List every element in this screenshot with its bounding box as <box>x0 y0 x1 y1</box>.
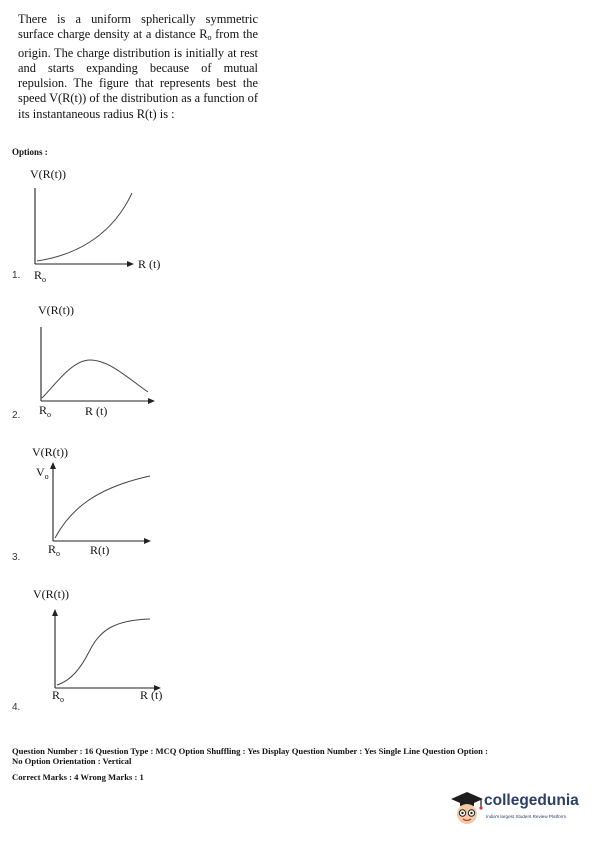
option-3-y-label: V(R(t)) <box>32 445 68 459</box>
logo-wordmark: collegedunia <box>484 792 579 809</box>
graduate-mascot-icon <box>450 790 484 826</box>
option-3-x-label: R(t) <box>90 543 110 557</box>
option-2-x-label: R (t) <box>85 404 108 418</box>
option-2-number[interactable]: 2. <box>12 410 21 421</box>
option-3-r0-label: $R_o$ <box>48 542 61 558</box>
option-2-r0-label: $R_o$ <box>39 403 52 419</box>
option-4-y-label: V(R(t)) <box>33 587 69 601</box>
option-1-r0-label: $R_o$ <box>34 268 47 284</box>
collegedunia-logo[interactable] <box>450 790 590 830</box>
meta-line-3: Correct Marks : 4 Wrong Marks : 1 <box>12 772 144 782</box>
option-4-curve <box>57 619 150 685</box>
option-4-number[interactable]: 4. <box>12 702 21 713</box>
option-4-x-label: R (t) <box>140 688 163 702</box>
option-1-x-label: R (t) <box>138 257 161 271</box>
option-3-number[interactable]: 3. <box>12 552 21 563</box>
option-3-v0-label: $V_o$ <box>36 465 49 481</box>
meta-line-2: No Option Orientation : Vertical <box>12 756 132 766</box>
question-text: There is a uniform spherically symmetric surface charge density at a distance $R_o$ from the origin. The charge distribution is initially at rest and starts expanding because of mutual repulsion. The figure that represents best the speed V(R(t)) of the distribution as a function of its instantaneous radius R(t) is : <box>18 12 259 121</box>
options-label: Options : <box>12 147 48 157</box>
option-4-r0-label: $R_o$ <box>52 688 65 704</box>
logo-tagline: India's largest Student Review Platform <box>486 814 567 819</box>
option-2-y-label: V(R(t)) <box>38 303 74 317</box>
meta-line-1: Question Number : 16 Question Type : MCQ Option Shuffling : Yes Display Question Number : Yes Single Line Question Option : <box>12 746 488 756</box>
option-1-number[interactable]: 1. <box>12 270 21 281</box>
option-1-y-label: V(R(t)) <box>30 167 66 181</box>
